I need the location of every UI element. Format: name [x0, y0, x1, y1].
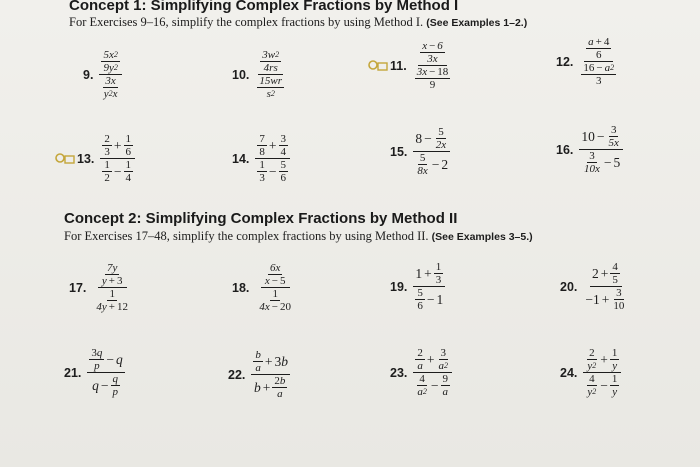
exercise-number: 11. — [390, 58, 407, 73]
exercise-number: 15. — [390, 144, 408, 159]
exercise-14 — [232, 133, 290, 184]
exercise-18 — [232, 262, 295, 313]
exercise-15 — [390, 126, 450, 177]
concept1-title: Concept 1: Simplifying Complex Fractions by Method I — [69, 0, 459, 14]
exercise-10 — [232, 49, 286, 100]
exercise-number: 22. — [228, 367, 246, 382]
concept1-instructions-text: For Exercises 9–16, simplify the complex fractions by using Method I. — [69, 15, 424, 29]
exercise-number: 14. — [232, 151, 250, 166]
exercise-16 — [556, 124, 623, 175]
complex-fraction: 8 − $\frac{5}{2x}$ $\frac{5}{8x}$ − 2 — [415, 126, 449, 177]
complex-fraction: 3w 2 4rs 15wr s 2 — [259, 49, 283, 100]
complex-fraction: 7y y + 3 1 4y + 12 — [96, 262, 128, 313]
exercise-11 — [368, 40, 452, 91]
complex-fraction: $\frac{2}{a}$ + 3 a 2 4 a 2 − $\frac{9}{a}$ — [413, 347, 452, 398]
complex-fraction: x − 6 3x 3x − 18 9 — [416, 40, 449, 91]
concept2-title: Concept 2: Simplifying Complex Fractions by Method II — [64, 210, 458, 227]
complex-fraction: a + 4 6 16 − a 2 3 — [583, 36, 615, 87]
exercise-24 — [560, 347, 621, 398]
exercise-9 — [83, 49, 122, 100]
complex-fraction: 2 + $\frac{4}{5}$ −1 + $\frac{3}{10}$ — [585, 261, 625, 312]
group-activity-icon — [368, 60, 388, 72]
complex-fraction: 1 + $\frac{1}{3}$ $\frac{5}{6}$ − 1 — [415, 261, 444, 312]
exercise-13 — [55, 133, 135, 184]
concept2-instructions-text: For Exercises 17–48, simplify the complex fractions by using Method II. — [64, 229, 429, 243]
group-activity-icon — [55, 153, 75, 165]
exercise-number: 21. — [64, 365, 82, 380]
exercise-12 — [556, 36, 618, 87]
exercise-number: 12. — [556, 54, 574, 69]
complex-fraction: 3 q p − q q − $\frac{q}{p}$ — [87, 347, 124, 398]
concept2-ref: (See Examples 3–5.) — [431, 231, 533, 243]
complex-fraction: 6x x − 5 1 4x − 20 — [259, 262, 291, 313]
complex-fraction: $\frac{2}{3}$ + $\frac{1}{6}$ $\frac{1}{2}$ − $\frac{1}{4}$ — [100, 133, 135, 184]
exercise-21 — [64, 347, 125, 398]
complex-fraction: 5x 2 9y 2 3x y 2 x — [99, 49, 121, 100]
exercise-17 — [69, 262, 132, 313]
complex-fraction: $\frac{b}{a}$ + 3 b b + 2 b a — [251, 349, 290, 400]
exercise-number: 20. — [560, 279, 578, 294]
exercise-19 — [390, 261, 445, 312]
exercise-number: 10. — [232, 67, 250, 82]
complex-fraction: $\frac{7}{8}$ + $\frac{3}{4}$ $\frac{1}{3}$ − $\frac{5}{6}$ — [255, 133, 290, 184]
exercise-number: 18. — [232, 280, 250, 295]
exercise-22 — [228, 349, 290, 400]
exercise-number: 13. — [77, 151, 95, 166]
exercise-number: 16. — [556, 142, 574, 157]
complex-fraction: 2 y 2 + $\frac{1}{y}$ 4 y 2 − $\frac{1}{y}$ — [583, 347, 621, 398]
exercise-number: 19. — [390, 279, 408, 294]
exercise-number: 9. — [83, 67, 94, 82]
concept1-instructions — [69, 15, 527, 30]
concept1-ref: (See Examples 1–2.) — [426, 17, 528, 29]
exercise-number: 23. — [390, 365, 408, 380]
exercise-20 — [560, 261, 628, 312]
exercise-number: 24. — [560, 365, 578, 380]
exercise-23 — [390, 347, 452, 398]
concept2-instructions — [64, 229, 533, 244]
complex-fraction: 10 − $\frac{3}{5x}$ $\frac{3}{10x}$ − 5 — [579, 124, 623, 175]
exercise-number: 17. — [69, 280, 87, 295]
